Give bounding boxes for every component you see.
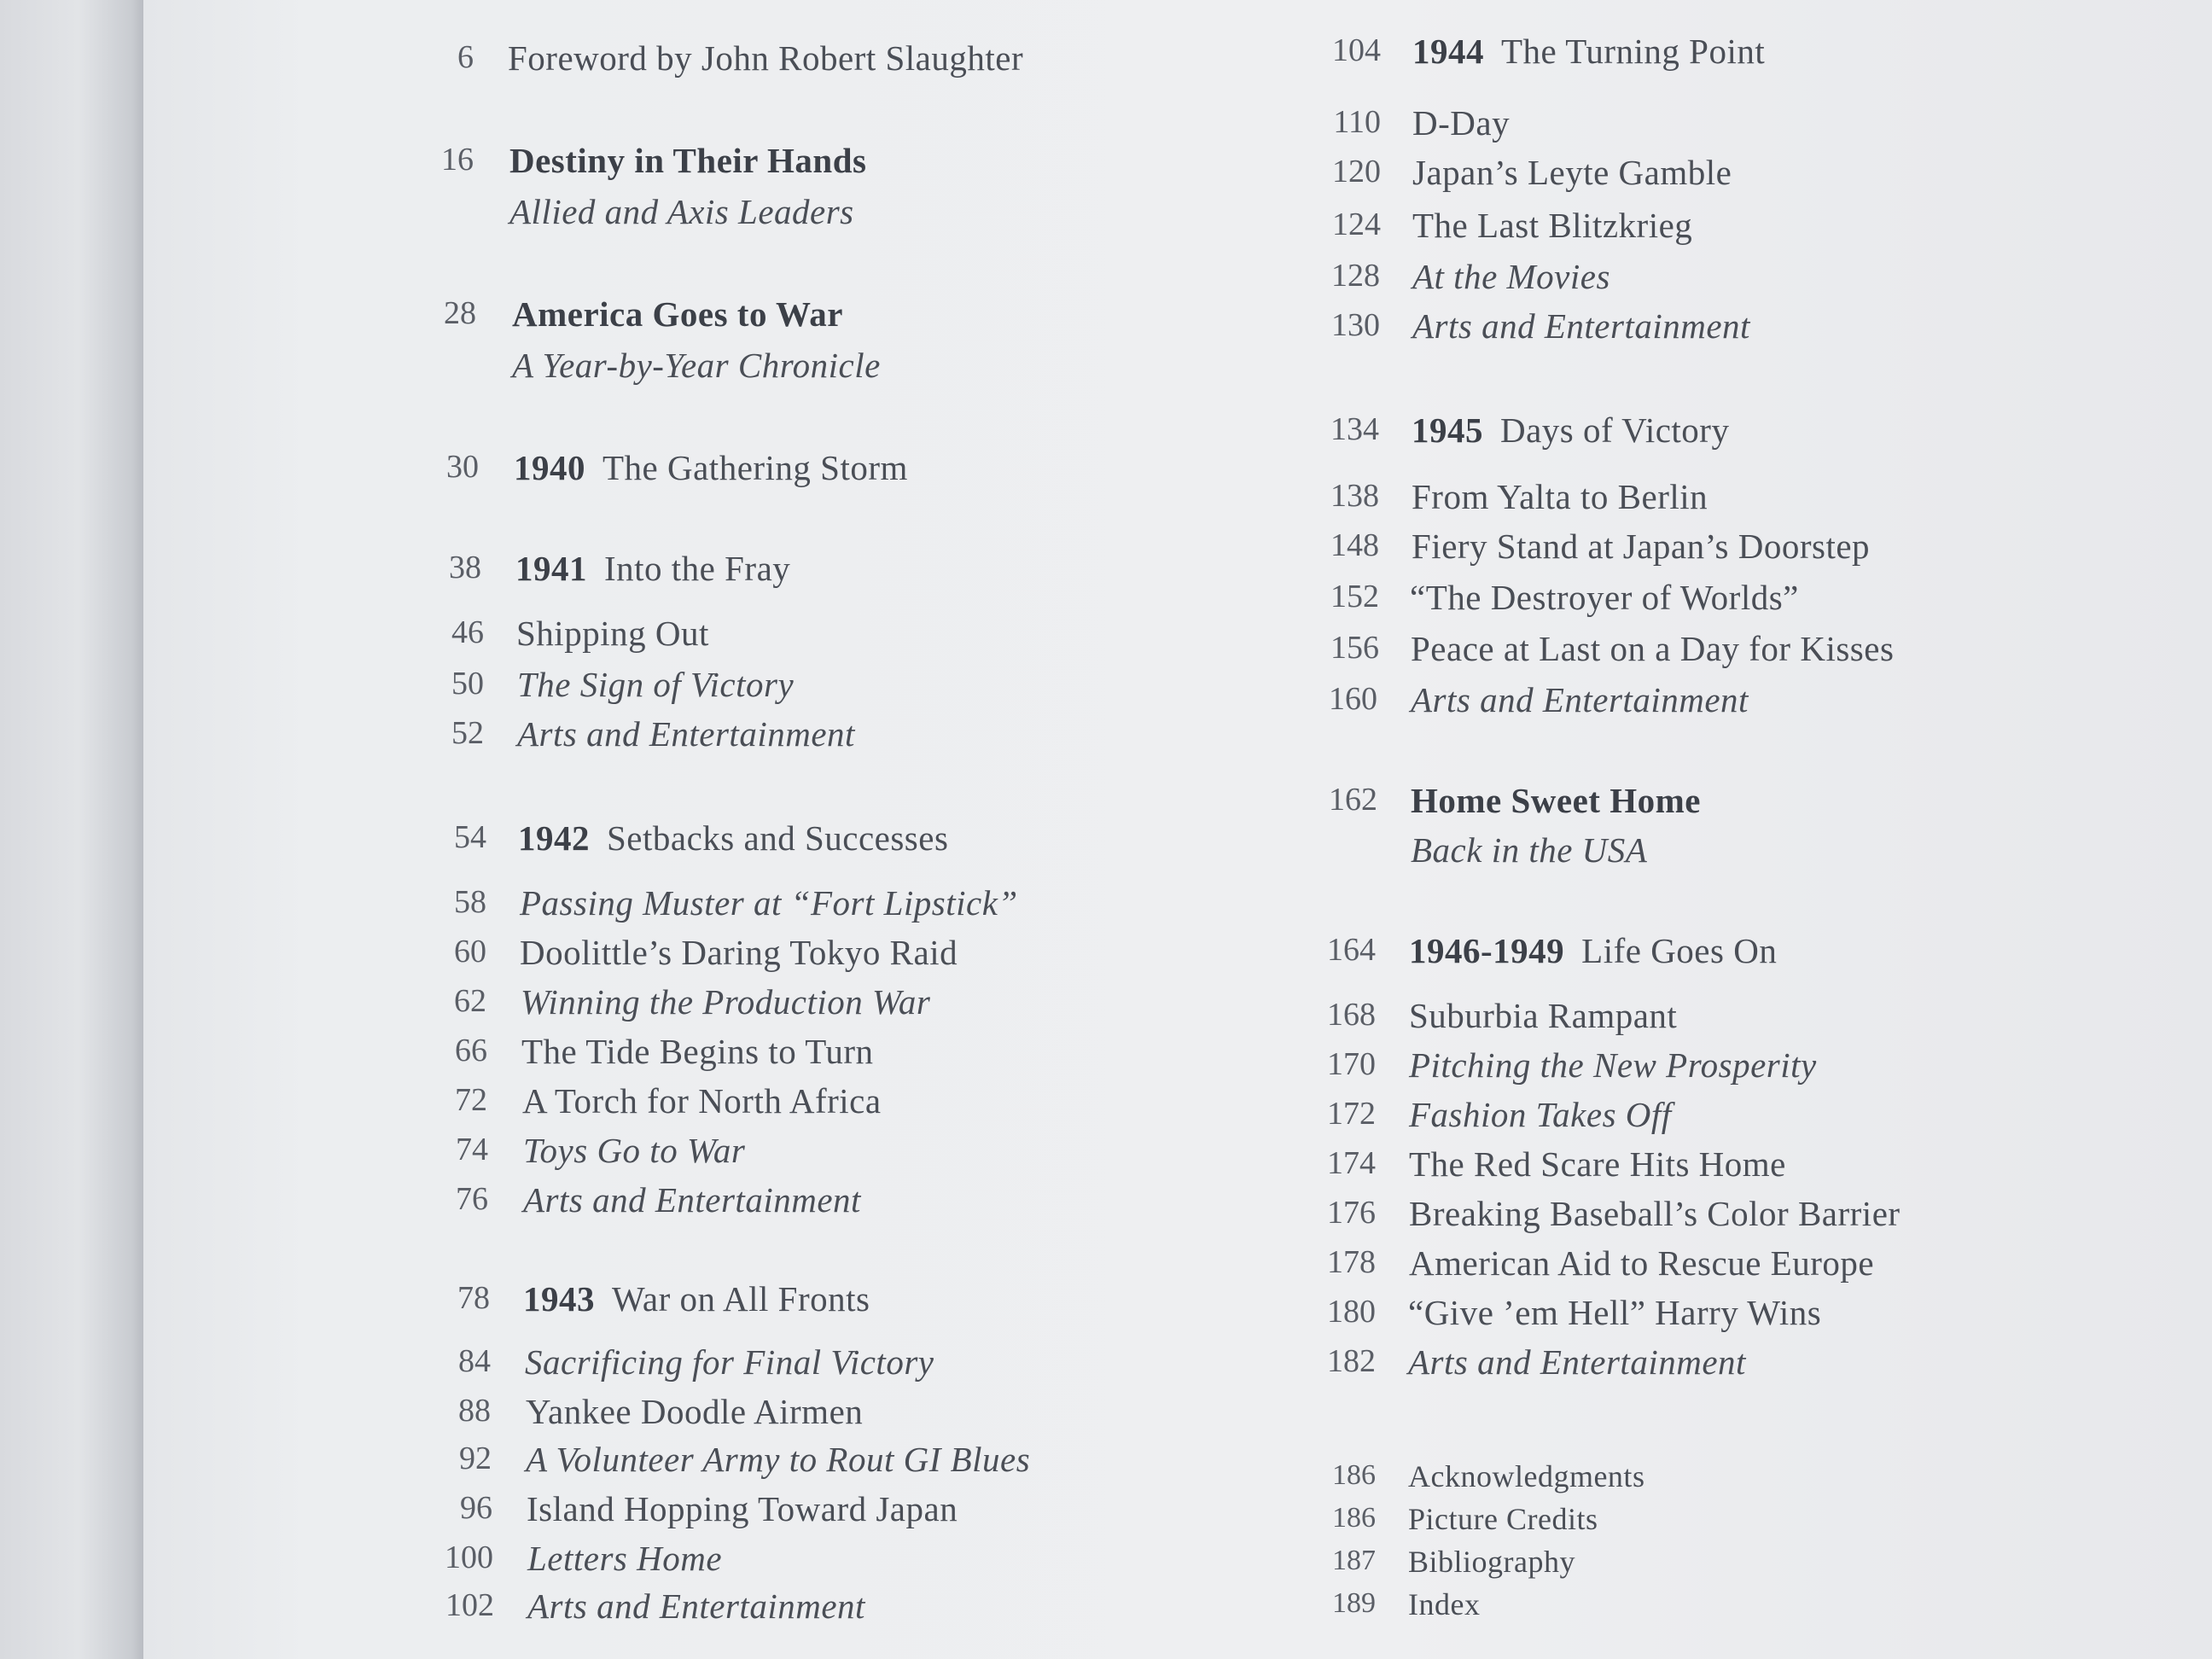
entry-title: Index xyxy=(1408,1587,1481,1621)
page-number: 172 xyxy=(1327,1096,1376,1132)
page-number: 156 xyxy=(1330,630,1379,666)
entry-title: Life Goes On xyxy=(1581,931,1778,970)
page-number: 130 xyxy=(1331,307,1380,343)
entry-title: Yankee Doodle Airmen xyxy=(526,1392,864,1431)
entry-title: American Aid to Rescue Europe xyxy=(1409,1243,1875,1283)
entry-title: The Sign of Victory xyxy=(517,665,795,704)
page-number: 54 xyxy=(454,819,486,855)
page-number: 30 xyxy=(446,449,479,485)
page-number: 128 xyxy=(1331,258,1380,294)
page-number: 38 xyxy=(449,550,481,585)
entry-title: Shipping Out xyxy=(516,614,709,653)
page-number: 176 xyxy=(1327,1195,1376,1231)
page-number: 74 xyxy=(456,1132,488,1167)
entry-title: Fiery Stand at Japan’s Doorstep xyxy=(1412,527,1871,566)
entry-title: A Torch for North Africa xyxy=(522,1081,882,1121)
page-number: 100 xyxy=(445,1540,493,1575)
entry-title: The Red Scare Hits Home xyxy=(1409,1144,1786,1184)
entry-title: The Last Blitzkrieg xyxy=(1412,206,1693,245)
page-number: 102 xyxy=(445,1587,494,1623)
book-gutter xyxy=(0,0,143,1659)
page-number: 28 xyxy=(444,295,476,331)
page-number: 120 xyxy=(1332,154,1381,189)
page-number: 187 xyxy=(1332,1545,1376,1576)
entry-title: Arts and Entertainment xyxy=(523,1180,861,1220)
page-number: 134 xyxy=(1330,411,1379,447)
entry-title: Breaking Baseball’s Color Barrier xyxy=(1409,1194,1901,1233)
year-label: 1945 xyxy=(1412,410,1483,450)
page-number: 104 xyxy=(1332,32,1381,68)
page-number: 170 xyxy=(1327,1046,1376,1082)
entry-title: Into the Fray xyxy=(604,549,791,588)
page-number: 164 xyxy=(1327,932,1376,968)
page-number: 110 xyxy=(1333,104,1381,140)
page-number: 96 xyxy=(460,1490,492,1526)
section-title: Destiny in Their Hands xyxy=(509,141,867,180)
section-title: Home Sweet Home xyxy=(1411,781,1701,820)
section-subtitle: Allied and Axis Leaders xyxy=(509,192,854,231)
page-number: 186 xyxy=(1332,1502,1376,1534)
page-number: 162 xyxy=(1329,782,1377,818)
entry-title: Letters Home xyxy=(527,1539,723,1578)
page-number: 76 xyxy=(456,1181,488,1217)
entry-title: Suburbia Rampant xyxy=(1409,996,1678,1035)
entry-title: “Give ’em Hell” Harry Wins xyxy=(1408,1293,1822,1332)
page-number: 88 xyxy=(458,1393,491,1429)
section-subtitle: Back in the USA xyxy=(1411,830,1648,870)
entry-title: Setbacks and Successes xyxy=(607,818,949,858)
year-label: 1940 xyxy=(514,448,585,487)
page-number: 84 xyxy=(458,1343,491,1379)
page-number: 152 xyxy=(1330,579,1379,614)
page-number: 182 xyxy=(1327,1343,1376,1379)
section-subtitle: A Year-by-Year Chronicle xyxy=(512,346,881,385)
page-number: 186 xyxy=(1332,1459,1376,1491)
page-number: 6 xyxy=(457,39,474,75)
entry-title: Arts and Entertainment xyxy=(1411,680,1749,719)
entry-title: From Yalta to Berlin xyxy=(1412,477,1708,516)
entry-title: Sacrificing for Final Victory xyxy=(525,1342,934,1382)
page-number: 160 xyxy=(1329,681,1377,717)
entry-title: Foreword by John Robert Slaughter xyxy=(508,38,1024,78)
entry-title: The Turning Point xyxy=(1501,32,1766,71)
year-label: 1943 xyxy=(523,1279,595,1318)
entry-title: A Volunteer Army to Rout GI Blues xyxy=(526,1440,1031,1479)
page-number: 46 xyxy=(451,614,484,650)
year-label: 1946-1949 xyxy=(1409,931,1565,970)
entry-title: Arts and Entertainment xyxy=(1408,1342,1746,1382)
page-number: 168 xyxy=(1327,997,1376,1033)
entry-title: Arts and Entertainment xyxy=(1412,306,1750,346)
entry-title: Arts and Entertainment xyxy=(527,1586,865,1626)
page-number: 148 xyxy=(1330,527,1379,563)
entry-title: “The Destroyer of Worlds” xyxy=(1410,578,1799,617)
entry-title: Bibliography xyxy=(1408,1545,1575,1579)
entry-title: Japan’s Leyte Gamble xyxy=(1412,153,1732,192)
page-number: 180 xyxy=(1327,1294,1376,1330)
page-number: 60 xyxy=(454,934,486,969)
entry-title: Picture Credits xyxy=(1408,1502,1598,1536)
section-title: America Goes to War xyxy=(512,294,843,334)
year-label: 1944 xyxy=(1412,32,1484,71)
entry-title: The Gathering Storm xyxy=(602,448,908,487)
entry-title: Arts and Entertainment xyxy=(517,714,855,754)
entry-title: Winning the Production War xyxy=(521,982,931,1022)
page-number: 72 xyxy=(455,1082,487,1118)
entry-title: D-Day xyxy=(1412,103,1511,143)
entry-title: Days of Victory xyxy=(1500,410,1730,450)
entry-title: Doolittle’s Daring Tokyo Raid xyxy=(520,933,958,972)
page-number: 52 xyxy=(451,715,484,751)
entry-title: Acknowledgments xyxy=(1408,1459,1645,1493)
page-number: 50 xyxy=(451,666,484,701)
page-number: 92 xyxy=(459,1441,492,1476)
page-number: 58 xyxy=(454,884,486,920)
entry-title: The Tide Begins to Turn xyxy=(521,1032,874,1071)
year-label: 1942 xyxy=(518,818,590,858)
entry-title: Fashion Takes Off xyxy=(1409,1095,1672,1134)
entry-title: Toys Go to War xyxy=(523,1131,746,1170)
page-number: 66 xyxy=(455,1033,487,1068)
entry-title: At the Movies xyxy=(1412,257,1610,296)
entry-title: Passing Muster at “Fort Lipstick” xyxy=(520,883,1018,923)
entry-title: War on All Fronts xyxy=(612,1279,870,1318)
page-number: 189 xyxy=(1332,1587,1376,1619)
year-label: 1941 xyxy=(515,549,587,588)
page-number: 178 xyxy=(1327,1244,1376,1280)
entry-title: Pitching the New Prosperity xyxy=(1409,1045,1817,1085)
page-number: 124 xyxy=(1332,207,1381,242)
page-number: 138 xyxy=(1330,478,1379,514)
entry-title: Peace at Last on a Day for Kisses xyxy=(1411,629,1895,668)
page-number: 174 xyxy=(1327,1145,1376,1181)
page-number: 16 xyxy=(441,142,474,178)
entry-title: Island Hopping Toward Japan xyxy=(527,1489,958,1528)
page-number: 62 xyxy=(454,983,486,1019)
page-number: 78 xyxy=(457,1280,490,1316)
